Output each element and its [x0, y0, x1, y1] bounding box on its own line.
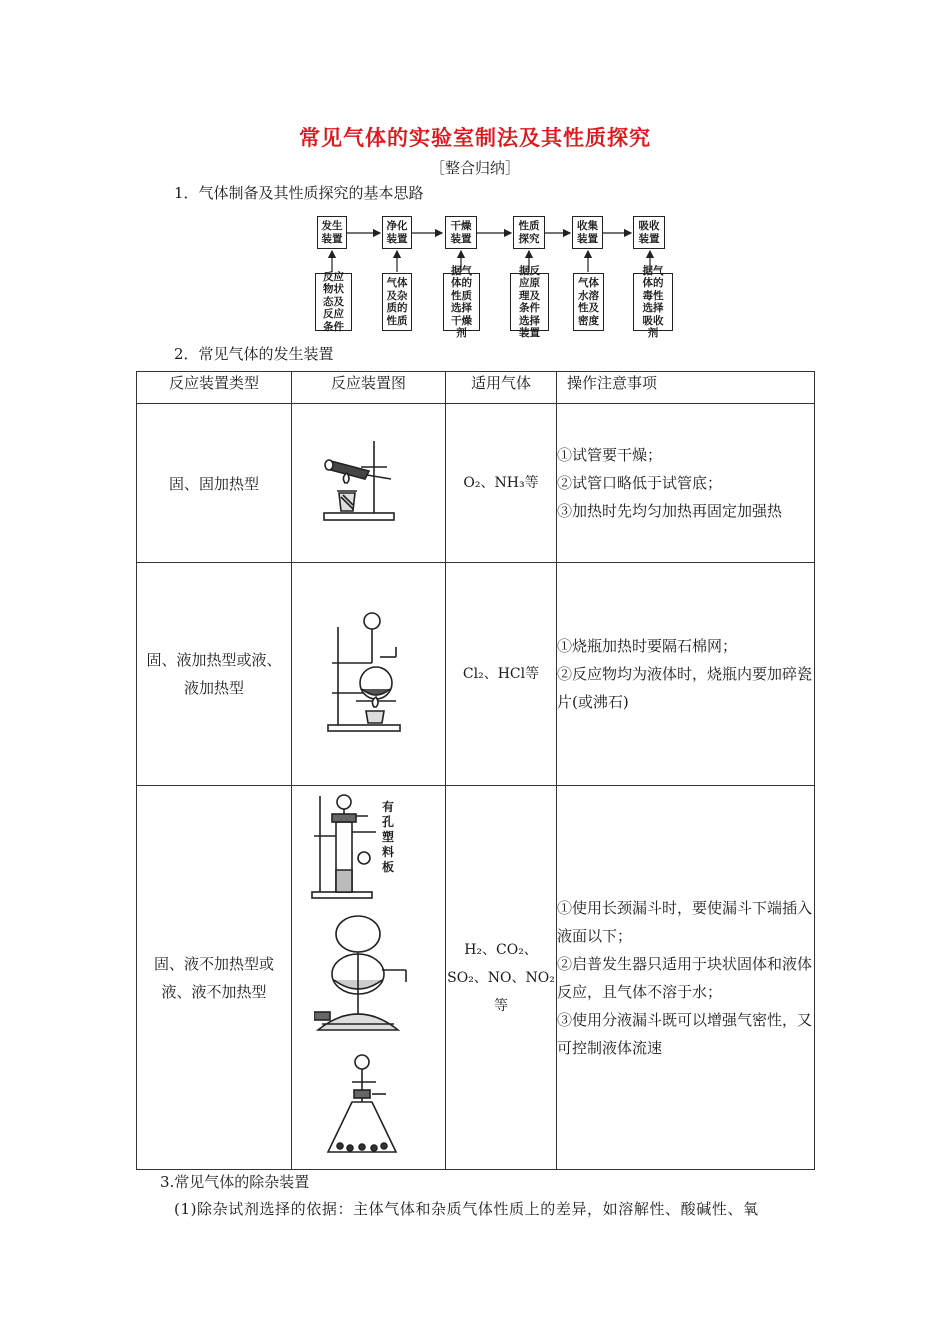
note-item: ①使用长颈漏斗时，要使漏斗下端插入液面以下； — [557, 898, 813, 945]
device-type: 固、液加热型或液、液加热型 — [137, 563, 292, 786]
section2-heading: 2．常见气体的发生装置 — [174, 345, 334, 363]
applicable-gases: O₂、NH₃等 — [446, 404, 557, 563]
flow-box-apparatus-choice: 据反应原理及条件选择装置 — [510, 273, 549, 331]
flow-box-reactant-conditions: 反应物状态及反应条件 — [315, 273, 352, 331]
note-item: ①试管要干燥； — [557, 446, 663, 464]
col-header-gases: 适用气体 — [446, 372, 557, 404]
table-header-row — [137, 372, 815, 404]
kipp-generator-icon — [314, 912, 424, 1042]
note-item: ②反应物均为液体时，烧瓶内要加碎瓷片(或沸石) — [557, 665, 813, 711]
note-item: ③使用分液漏斗既可以增强气密性，又可控制液体流速 — [557, 1010, 813, 1057]
device-type: 固、液不加热型或液、液不加热型 — [137, 786, 292, 1170]
flow-box-desiccant-choice: 据气体的性质选择干燥剂 — [443, 273, 480, 331]
flask-heating-icon — [324, 607, 414, 737]
note-item: ②启普发生器只适用于块状固体和液体反应，且气体不溶于水； — [557, 954, 813, 1001]
flow-box-solubility-density: 气体水溶性及密度 — [573, 273, 604, 331]
flow-box-property: 性质探究 — [513, 216, 545, 249]
operation-notes — [557, 786, 815, 1170]
note-item: ③加热时先均匀加热再固定加强热 — [557, 502, 783, 520]
operation-notes — [557, 563, 815, 786]
table-row — [137, 563, 815, 786]
operation-notes — [557, 404, 815, 563]
applicable-gases: H₂、CO₂、SO₂、NO、NO₂等 — [446, 786, 557, 1170]
section3-heading: 3.常见气体的除杂装置 — [160, 1173, 310, 1191]
test-tube-heating-icon — [319, 431, 419, 531]
flow-box-collector: 收集装置 — [572, 216, 603, 249]
perforated-plate-label: 有孔塑料板 — [381, 800, 394, 874]
gas-generator-table — [136, 371, 815, 1170]
note-item: ②试管口略低于试管底； — [557, 474, 723, 492]
section-tag: ［整合归纳］ — [429, 159, 520, 177]
separatory-funnel-flask-icon — [322, 1052, 412, 1162]
col-header-notes: 操作注意事项 — [557, 372, 815, 404]
table-row — [137, 786, 815, 1170]
col-header-type: 反应装置类型 — [137, 372, 292, 404]
apparatus-diagram-no-heating — [292, 786, 446, 1170]
table-row — [137, 404, 815, 563]
applicable-gases: Cl₂、HCl等 — [446, 563, 557, 786]
flow-box-impurity-properties: 气体及杂质的性质 — [382, 273, 412, 331]
section1-heading: 1．气体制备及其性质探究的基本思路 — [174, 184, 424, 202]
note-item: ①烧瓶加热时要隔石棉网； — [557, 637, 738, 655]
page-title: 常见气体的实验室制法及其性质探究 — [299, 126, 651, 150]
apparatus-diagram-solid-heating — [292, 404, 446, 563]
flow-box-absorber: 吸收装置 — [633, 216, 665, 249]
flow-box-absorbent-choice: 据气体的毒性选择吸收剂 — [633, 273, 673, 331]
section3-paragraph: (1)除杂试剂选择的依据：主体气体和杂质气体性质上的差异，如溶解性、酸碱性、氧 — [174, 1200, 759, 1218]
col-header-diagram: 反应装置图 — [292, 372, 446, 404]
flow-box-generator: 发生装置 — [317, 216, 347, 249]
apparatus-diagram-solid-liquid-heating — [292, 563, 446, 786]
perforated-plate-tube-icon — [308, 792, 418, 902]
device-type: 固、固加热型 — [137, 404, 292, 563]
flow-box-dryer: 干燥装置 — [445, 216, 477, 249]
flow-box-purifier: 净化装置 — [382, 216, 412, 249]
